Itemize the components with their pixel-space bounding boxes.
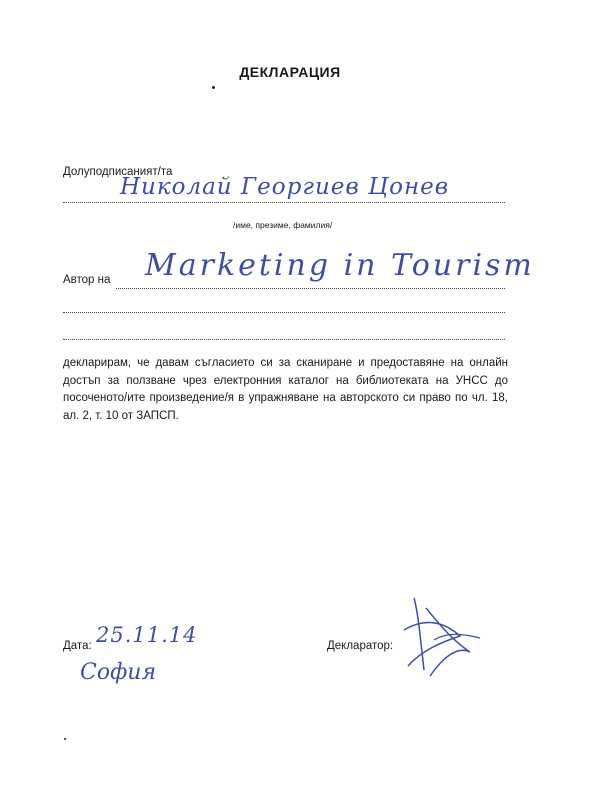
signatory-label: Долуподписаният/та <box>63 166 173 178</box>
signature-mark <box>400 590 500 680</box>
author-work-line <box>116 288 505 289</box>
author-label: Автор на <box>63 274 111 286</box>
place-handwritten: София <box>80 660 157 685</box>
scan-speck <box>212 86 215 89</box>
declaration-text: декларирам, че давам съгласието си за сканиране и предоставяне на онлайн достъп за ползване чрез електронния каталог на библиотеката на УНСС до посоченото/ите произведение/я в упражняване на авторското си право по чл. 18, ал. 2, т. 10 от ЗАПСП. <box>63 357 508 422</box>
signatory-hint: /име, презиме, фамилия/ <box>233 220 333 230</box>
date-label: Дата: <box>63 640 92 652</box>
date-handwritten: 25.11.14 <box>96 623 198 647</box>
document-title: ДЕКЛАРАЦИЯ <box>239 64 341 80</box>
author-work-handwritten: Marketing in Tourism <box>145 248 535 283</box>
signatory-name-line <box>63 202 505 203</box>
scan-speck-2 <box>64 738 66 740</box>
author-work-line-2 <box>63 312 505 313</box>
signatory-name-handwritten: Николай Георгиев Цонев <box>120 174 450 200</box>
author-work-line-3 <box>63 339 505 340</box>
declarant-label: Декларатор: <box>327 640 394 652</box>
